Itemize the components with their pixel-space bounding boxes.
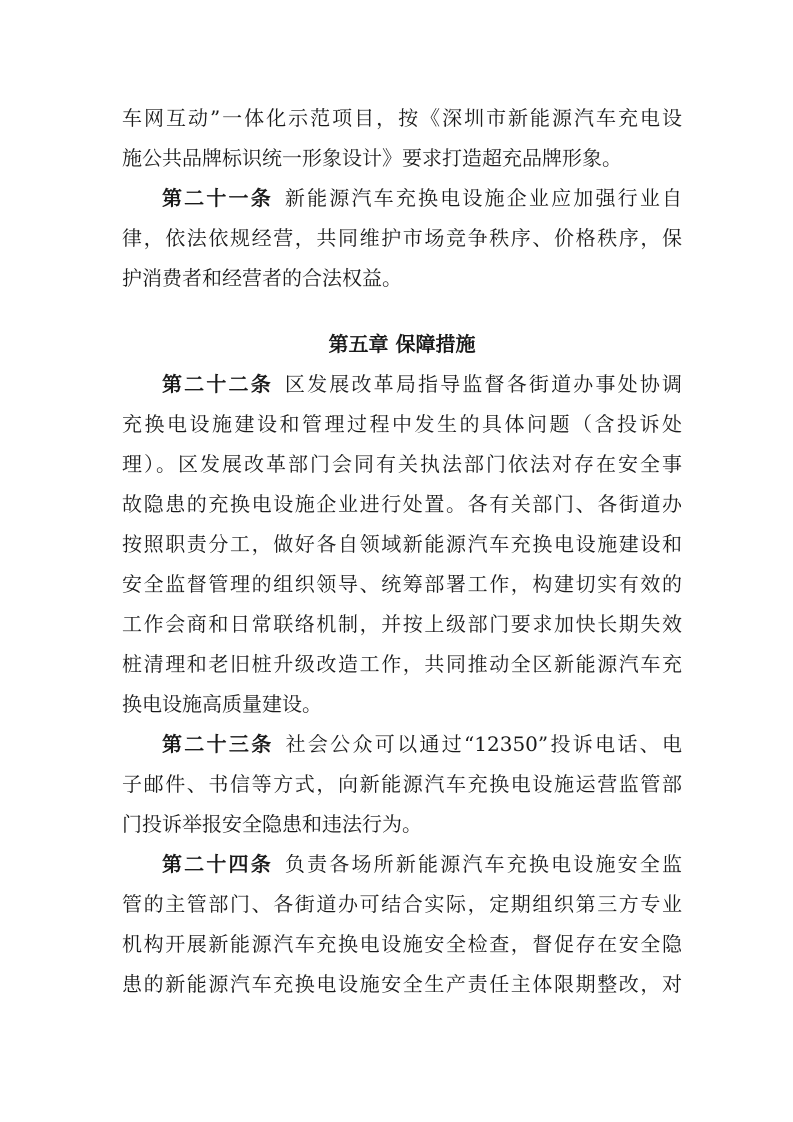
paragraph-line: 患的新能源汽车充换电设施安全生产责任主体限期整改，对 (122, 972, 682, 996)
paragraph-line: 安全监督管理的组织领导、统筹部署工作，构建切实有效的 (122, 572, 682, 596)
chapter-heading: 第五章 保障措施 (328, 332, 476, 356)
article-22-text: 区发展改革局指导监督各街道办事处协调 (284, 372, 682, 396)
paragraph-line: 律，依法依规经营，共同维护市场竞争秩序、价格秩序，保 (122, 226, 682, 250)
article-22-first-line (162, 364, 682, 404)
paragraph-line: 工作会商和日常联络机制，并按上级部门要求加快长期失效 (122, 612, 682, 636)
paragraph-line: 管的主管部门、各街道办可结合实际，定期组织第三方专业 (122, 892, 682, 916)
paragraph-line: 桩清理和老旧桩升级改造工作，共同推动全区新能源汽车充 (122, 652, 682, 676)
article-22-label: 第二十二条 (162, 372, 273, 396)
paragraph-line: 机构开展新能源汽车充换电设施安全检查，督促存在安全隐 (122, 932, 682, 956)
paragraph-line: 理）。区发展改革部门会同有关执法部门依法对存在安全事 (122, 452, 682, 476)
article-24-text: 负责各场所新能源汽车充换电设施安全监 (284, 852, 682, 876)
article-23-text: 社会公众可以通过“12350”投诉电话、电 (285, 732, 682, 756)
article-24-first-line (162, 844, 682, 884)
article-21-text: 新能源汽车充换电设施企业应加强行业自 (284, 186, 682, 210)
paragraph-line: 换电设施高质量建设。 (122, 692, 322, 716)
article-21-first-line (162, 178, 682, 218)
article-23-label: 第二十三条 (162, 732, 274, 756)
article-23-first-line (162, 724, 682, 764)
paragraph-line: 护消费者和经营者的合法权益。 (122, 266, 402, 290)
paragraph-line: 充换电设施建设和管理过程中发生的具体问题（含投诉处 (122, 412, 682, 436)
paragraph-line: 门投诉举报安全隐患和违法行为。 (122, 812, 422, 836)
paragraph-line: 按照职责分工，做好各自领域新能源汽车充换电设施建设和 (122, 532, 682, 556)
paragraph-line: 车网互动”一体化示范项目，按《深圳市新能源汽车充电设 (122, 106, 682, 130)
paragraph-line: 施公共品牌标识统一形象设计》要求打造超充品牌形象。 (122, 146, 622, 170)
article-24-label: 第二十四条 (162, 852, 273, 876)
paragraph-line: 故隐患的充换电设施企业进行处置。各有关部门、各街道办 (122, 492, 682, 516)
article-21-label: 第二十一条 (162, 186, 273, 210)
paragraph-line: 子邮件、书信等方式，向新能源汽车充换电设施运营监管部 (122, 772, 682, 796)
